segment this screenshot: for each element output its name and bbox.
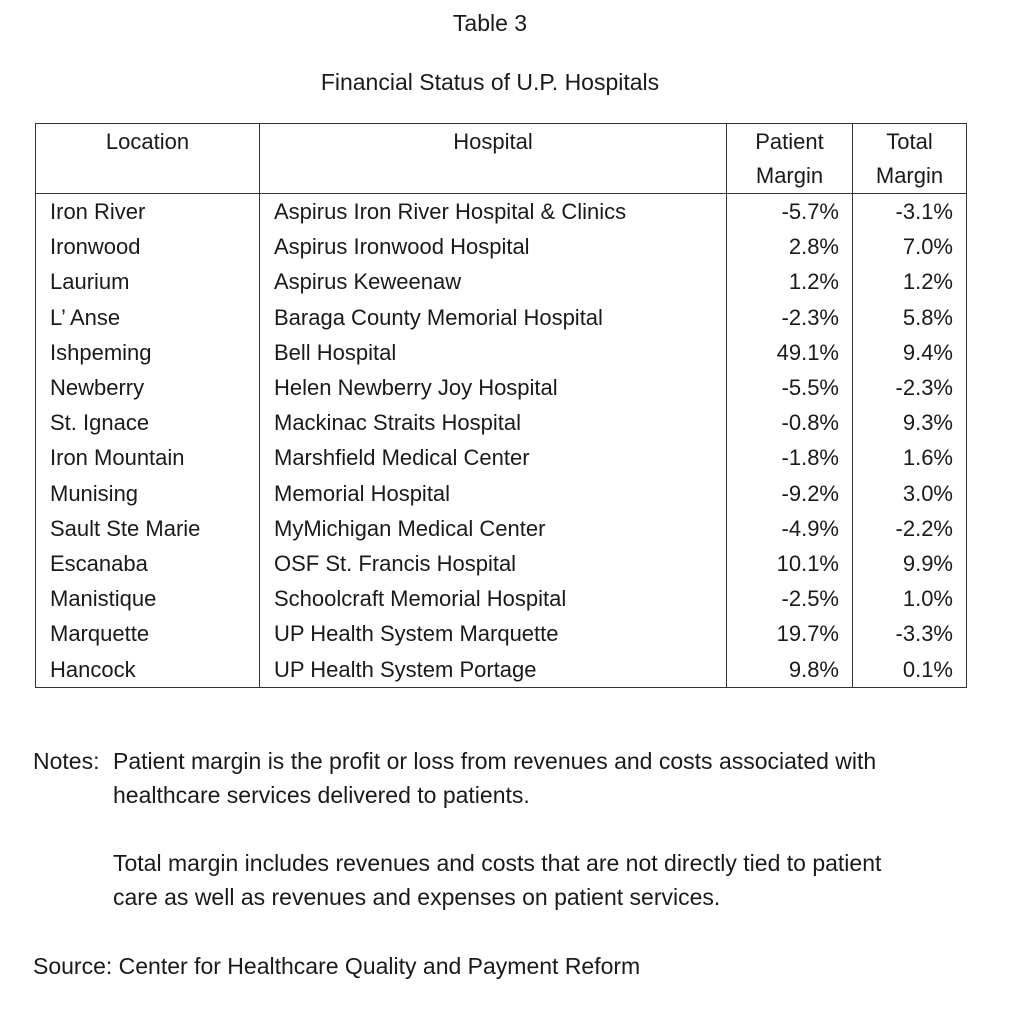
cell-location: Newberry [36,370,260,405]
cell-total-margin: 1.2% [853,264,967,299]
cell-total-margin: -3.3% [853,616,967,651]
table-body [36,194,967,688]
header-total-margin-line2: Margin [875,163,944,188]
table-row [36,229,967,264]
cell-location: Manistique [36,581,260,616]
table-row [36,370,967,405]
cell-location: Escanaba [36,546,260,581]
header-total-margin-line1: Total [886,129,933,154]
cell-location: Marquette [36,616,260,651]
cell-total-margin: 7.0% [853,229,967,264]
cell-total-margin: 1.6% [853,440,967,475]
cell-location: Laurium [36,264,260,299]
cell-location: L’ Anse [36,300,260,335]
cell-hospital: Aspirus Ironwood Hospital [260,229,727,264]
cell-patient-margin: -2.3% [727,300,853,335]
table-header-row [36,124,967,194]
table-row [36,546,967,581]
cell-total-margin: -3.1% [853,194,967,230]
table-row [36,405,967,440]
cell-patient-margin: 9.8% [727,651,853,687]
table-row [36,194,967,230]
header-patient-margin [727,124,853,194]
table-row [36,476,967,511]
header-patient-margin-line2: Margin [755,163,824,188]
cell-location: Ironwood [36,229,260,264]
header-total-margin [853,124,967,194]
cell-patient-margin: 19.7% [727,616,853,651]
cell-total-margin: 9.3% [853,405,967,440]
cell-total-margin: 3.0% [853,476,967,511]
cell-patient-margin: -9.2% [727,476,853,511]
cell-total-margin: 9.4% [853,335,967,370]
cell-location: Munising [36,476,260,511]
header-patient-margin-line1: Patient [755,129,824,154]
note2-line1: Total margin includes revenues and costs that are not directly tied to patient [113,850,882,876]
cell-patient-margin: -5.7% [727,194,853,230]
cell-location: Iron River [36,194,260,230]
table-row [36,264,967,299]
cell-hospital: UP Health System Portage [260,651,727,687]
table-title: Financial Status of U.P. Hospitals [320,69,660,95]
note2-block [113,846,881,914]
cell-patient-margin: -4.9% [727,511,853,546]
cell-total-margin: 9.9% [853,546,967,581]
cell-total-margin: 1.0% [853,581,967,616]
cell-location: Hancock [36,651,260,687]
cell-patient-margin: 1.2% [727,264,853,299]
cell-total-margin: 5.8% [853,300,967,335]
note1-line1: Patient margin is the profit or loss from revenues and costs associated with [113,748,877,774]
cell-location: Sault Ste Marie [36,511,260,546]
table-row [36,651,967,687]
cell-hospital: Memorial Hospital [260,476,727,511]
cell-hospital: Helen Newberry Joy Hospital [260,370,727,405]
table-row [36,300,967,335]
note1-line2: healthcare services delivered to patients. [113,782,530,808]
cell-hospital: Aspirus Iron River Hospital & Clinics [260,194,727,230]
cell-patient-margin: -0.8% [727,405,853,440]
cell-hospital: Mackinac Straits Hospital [260,405,727,440]
cell-patient-margin: -1.8% [727,440,853,475]
table-row [36,616,967,651]
cell-total-margin: -2.3% [853,370,967,405]
financial-status-table [35,123,967,688]
note2-line2: care as well as revenues and expenses on patient services. [113,884,721,910]
cell-hospital: Aspirus Keweenaw [260,264,727,299]
cell-patient-margin: 49.1% [727,335,853,370]
table-number: Table 3 [452,10,528,36]
cell-total-margin: -2.2% [853,511,967,546]
cell-hospital: UP Health System Marquette [260,616,727,651]
header-location: Location [36,124,260,194]
cell-patient-margin: -2.5% [727,581,853,616]
cell-hospital: Schoolcraft Memorial Hospital [260,581,727,616]
cell-hospital: MyMichigan Medical Center [260,511,727,546]
header-hospital: Hospital [260,124,727,194]
note1-line1-row [33,744,876,778]
cell-hospital: Bell Hospital [260,335,727,370]
notes-block [33,744,876,812]
cell-patient-margin: 2.8% [727,229,853,264]
cell-hospital: Marshfield Medical Center [260,440,727,475]
cell-hospital: OSF St. Francis Hospital [260,546,727,581]
cell-location: Ishpeming [36,335,260,370]
cell-hospital: Baraga County Memorial Hospital [260,300,727,335]
table-row [36,511,967,546]
table-row [36,581,967,616]
cell-total-margin: 0.1% [853,651,967,687]
cell-patient-margin: 10.1% [727,546,853,581]
cell-patient-margin: -5.5% [727,370,853,405]
table-row [36,440,967,475]
cell-location: St. Ignace [36,405,260,440]
source-citation: Source: Center for Healthcare Quality and Payment Reform [33,953,641,979]
table-row [36,335,967,370]
notes-label: Notes: [33,748,100,774]
cell-location: Iron Mountain [36,440,260,475]
